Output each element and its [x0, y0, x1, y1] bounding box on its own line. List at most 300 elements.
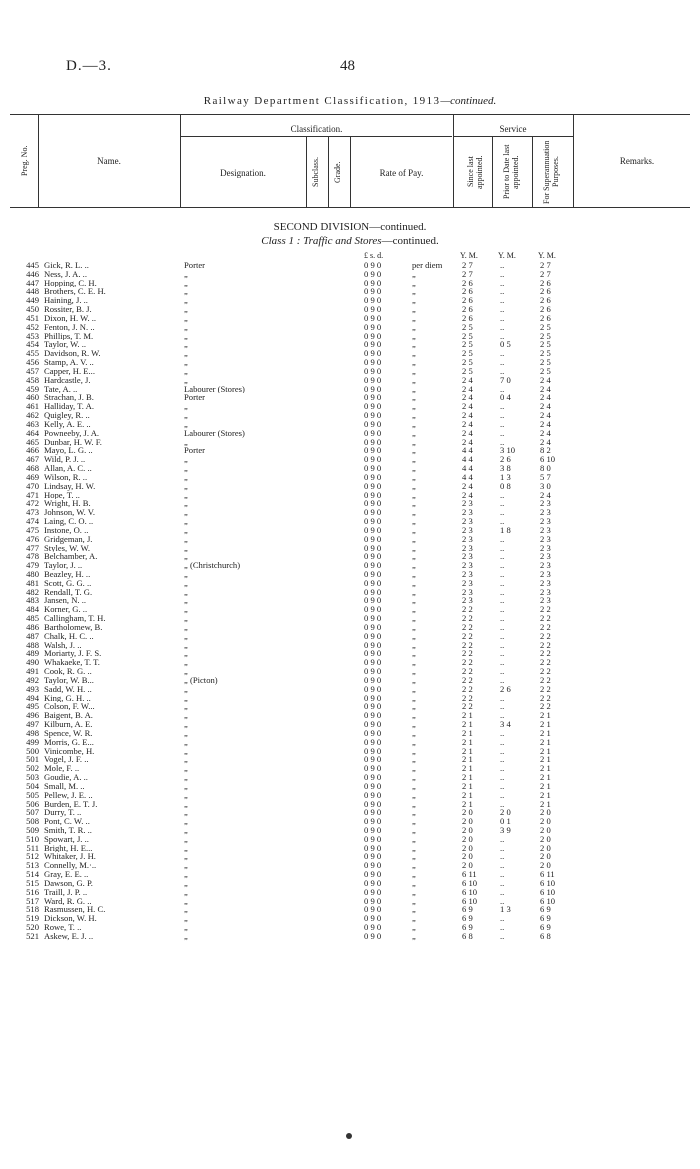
- pay-unit: „: [412, 507, 416, 518]
- reg-number: 449: [26, 295, 39, 306]
- table-row: [0, 738, 700, 747]
- designation: „: [184, 720, 188, 729]
- pay-unit: „: [412, 454, 416, 465]
- service-superannuation: 2 1: [540, 763, 551, 774]
- service-superannuation: 2 3: [540, 498, 551, 509]
- reg-number: 479: [26, 560, 39, 571]
- employee-name: Traill, J. P. ..: [44, 887, 88, 897]
- header-superannuation: For Superannuation Purposes.: [542, 140, 560, 204]
- designation: „: [184, 499, 188, 509]
- service-superannuation: 2 0: [540, 807, 551, 818]
- table-row: [0, 605, 700, 614]
- service-since-last: 2 1: [462, 736, 473, 747]
- pay-unit: „: [412, 648, 416, 659]
- reg-number: 456: [26, 357, 39, 368]
- rate-of-pay: 0 9 0: [364, 930, 382, 941]
- table-row: [0, 623, 700, 632]
- designation: „: [184, 419, 188, 429]
- reg-number: 458: [26, 374, 39, 385]
- pay-unit: „: [412, 683, 416, 694]
- employee-name: Laing, C. O. ..: [44, 517, 94, 526]
- service-prior: ..: [500, 860, 505, 871]
- rate-of-pay: 0 9 0: [364, 727, 382, 738]
- employee-name: Moriarty, J. F. S.: [44, 649, 102, 659]
- service-prior: ..: [500, 913, 505, 924]
- pay-unit: „: [412, 471, 416, 482]
- service-superannuation: 2 2: [540, 630, 551, 641]
- table-row: [0, 685, 700, 694]
- employee-name: Rossiter, B. J.: [44, 305, 92, 314]
- service-since-last: 2 2: [462, 621, 473, 632]
- service-superannuation: 2 3: [540, 568, 551, 579]
- reg-number: 501: [26, 754, 39, 765]
- reg-number: 503: [26, 772, 39, 783]
- service-superannuation: 2 0: [540, 816, 551, 827]
- table-row: [0, 791, 700, 800]
- service-since-last: 2 5: [462, 357, 473, 368]
- header-bottom-rule: [10, 207, 690, 208]
- rate-of-pay: 0 9 0: [364, 745, 382, 756]
- service-superannuation: 2 3: [540, 533, 551, 544]
- rate-of-pay: 0 9 0: [364, 895, 382, 906]
- service-superannuation: 2 4: [540, 410, 551, 421]
- table-row: [0, 870, 700, 879]
- employee-name: Beazley, H. ..: [44, 569, 91, 579]
- service-superannuation: 2 0: [540, 860, 551, 871]
- service-since-last: 2 3: [462, 568, 473, 579]
- designation: „: [184, 834, 188, 844]
- employee-name: Fenton, J. N. ..: [44, 322, 95, 332]
- service-prior: ..: [500, 886, 505, 897]
- designation: „: [184, 808, 188, 818]
- table-row: [0, 782, 700, 791]
- pay-unit: „: [412, 701, 416, 712]
- service-superannuation: 2 6: [540, 277, 551, 288]
- service-prior: ..: [500, 365, 505, 376]
- designation: „: [184, 887, 188, 897]
- col-divider: [306, 137, 307, 207]
- service-superannuation: 2 3: [540, 524, 551, 535]
- pay-unit: „: [412, 418, 416, 429]
- reg-number: 492: [26, 674, 39, 685]
- service-prior: ..: [500, 330, 505, 341]
- reg-number: 467: [26, 454, 39, 465]
- employee-name: Whakaeke, T. T.: [44, 658, 100, 668]
- pay-unit: „: [412, 657, 416, 668]
- employee-name: Wild, P. J. ..: [44, 455, 86, 465]
- service-since-last: 2 5: [462, 365, 473, 376]
- pay-unit: „: [412, 516, 416, 527]
- service-since-last: 6 9: [462, 922, 473, 933]
- table-row: [0, 808, 700, 817]
- employee-name: Scott, G. G. ..: [44, 578, 92, 588]
- employee-name: Kelly, A. E. ..: [44, 419, 91, 429]
- employee-name: Chalk, H. C. ..: [44, 631, 94, 641]
- rate-of-pay: 0 9 0: [364, 666, 382, 677]
- service-prior: ..: [500, 666, 505, 677]
- table-row: [0, 270, 700, 279]
- service-superannuation: 2 0: [540, 825, 551, 835]
- service-since-last: 2 6: [462, 277, 473, 288]
- pay-unit: „: [412, 392, 416, 403]
- employee-name: Wright, H. B.: [44, 499, 91, 509]
- reg-number: 498: [26, 727, 39, 738]
- pay-unit: „: [412, 860, 416, 871]
- employee-name: Durry, T. ..: [44, 808, 82, 818]
- pay-unit: „: [412, 825, 416, 835]
- designation: „: [184, 490, 188, 500]
- pay-unit: „: [412, 789, 416, 800]
- header-designation: Designation.: [220, 168, 266, 178]
- service-since-last: 2 4: [462, 374, 473, 385]
- rate-of-pay: 0 9 0: [364, 401, 382, 412]
- employee-name: Pellew, J. E. ..: [44, 790, 93, 800]
- service-prior: ..: [500, 260, 505, 270]
- rate-of-pay: 0 9 0: [364, 842, 382, 853]
- pay-unit: „: [412, 886, 416, 897]
- pay-unit: „: [412, 321, 416, 332]
- pay-unit: „: [412, 877, 416, 888]
- service-since-last: 2 7: [462, 268, 473, 279]
- reg-number: 445: [26, 260, 39, 270]
- employee-name: Bartholomew, B.: [44, 622, 103, 632]
- service-superannuation: 8 0: [540, 463, 551, 474]
- designation: „ (Christchurch): [184, 561, 241, 570]
- reg-number: 473: [26, 507, 39, 518]
- designation: „: [184, 905, 188, 915]
- table-row: [0, 393, 700, 402]
- pay-unit: „: [412, 904, 416, 915]
- employee-name: Ness, J. A. ..: [44, 269, 87, 279]
- employee-name: Capper, H. E...: [44, 366, 95, 376]
- reg-number: 464: [26, 427, 39, 438]
- table-row: [0, 676, 700, 685]
- table-row: [0, 508, 700, 517]
- rate-of-pay: 0 9 0: [364, 542, 382, 553]
- rate-of-pay: 0 9 0: [364, 922, 382, 933]
- reg-number: 518: [26, 904, 39, 915]
- designation: Porter: [184, 393, 206, 403]
- employee-name: Johnson, W. V.: [44, 508, 96, 518]
- reg-number: 472: [26, 498, 39, 509]
- pay-unit: „: [412, 595, 416, 606]
- service-since-last: 2 2: [462, 674, 473, 685]
- designation: „: [184, 305, 188, 314]
- service-rule: [453, 136, 573, 137]
- service-superannuation: 2 1: [540, 745, 551, 756]
- service-superannuation: 2 0: [540, 833, 551, 844]
- rate-of-pay: 0 9 0: [364, 754, 382, 765]
- service-since-last: 4 4: [462, 454, 473, 465]
- service-prior: ..: [500, 798, 505, 809]
- service-prior: ..: [500, 542, 505, 553]
- rate-of-pay: 0 9 0: [364, 595, 382, 606]
- table-row: [0, 879, 700, 888]
- reg-number: 499: [26, 736, 39, 747]
- service-since-last: 2 6: [462, 312, 473, 323]
- rate-of-pay: 0 9 0: [364, 719, 382, 730]
- service-prior: 2 0: [500, 807, 511, 818]
- designation: „: [184, 799, 188, 809]
- rate-of-pay: 0 9 0: [364, 807, 382, 818]
- table-row: [0, 535, 700, 544]
- service-since-last: 2 1: [462, 798, 473, 809]
- reg-number: 475: [26, 524, 39, 535]
- rate-of-pay: 0 9 0: [364, 507, 382, 518]
- pay-unit: „: [412, 480, 416, 491]
- service-since-last: 6 8: [462, 930, 473, 941]
- service-prior: ..: [500, 630, 505, 641]
- service-since-last: 2 1: [462, 763, 473, 774]
- class-title: [0, 235, 700, 247]
- pay-unit: „: [412, 922, 416, 933]
- rate-of-pay: 0 9 0: [364, 763, 382, 774]
- service-superannuation: 2 6: [540, 295, 551, 306]
- designation: „: [184, 481, 188, 491]
- pay-unit: „: [412, 463, 416, 474]
- table-row: [0, 773, 700, 782]
- rate-of-pay: 0 9 0: [364, 780, 382, 791]
- service-since-last: 2 0: [462, 860, 473, 871]
- pay-unit: „: [412, 621, 416, 632]
- service-since-last: 2 1: [462, 710, 473, 721]
- table-row: [0, 332, 700, 341]
- col-divider: [328, 137, 329, 207]
- service-prior: ..: [500, 436, 505, 447]
- service-since-last: 6 9: [462, 913, 473, 924]
- rate-of-pay: 0 9 0: [364, 330, 382, 341]
- reg-number: 521: [26, 930, 39, 941]
- service-since-last: 2 4: [462, 489, 473, 500]
- service-since-last: 2 0: [462, 851, 473, 862]
- service-superannuation: 2 4: [540, 401, 551, 412]
- service-prior: ..: [500, 277, 505, 288]
- table-row: [0, 473, 700, 482]
- table-row: [0, 411, 700, 420]
- designation: „: [184, 322, 188, 332]
- service-superannuation: 6 10: [540, 454, 556, 465]
- pay-unit: „: [412, 427, 416, 438]
- service-since-last: 4 4: [462, 471, 473, 482]
- table-row: [0, 296, 700, 305]
- designation: „: [184, 296, 188, 306]
- table-row: [0, 420, 700, 429]
- table-row: [0, 429, 700, 438]
- service-prior: ..: [500, 674, 505, 685]
- pay-unit: „: [412, 798, 416, 809]
- service-prior: ..: [500, 533, 505, 544]
- service-prior: ..: [500, 727, 505, 738]
- designation: „: [184, 569, 188, 579]
- service-prior: ..: [500, 613, 505, 624]
- service-since-last: 2 3: [462, 542, 473, 553]
- service-superannuation: 2 7: [540, 268, 551, 279]
- rate-of-pay: 0 9 0: [364, 833, 382, 844]
- reg-number: 517: [26, 895, 39, 906]
- designation: „: [184, 631, 188, 641]
- table-row: [0, 305, 700, 314]
- service-since-last: 2 1: [462, 745, 473, 756]
- employee-name: Whitaker, J. H.: [44, 852, 96, 862]
- service-since-last: 2 1: [462, 780, 473, 791]
- designation: „: [184, 658, 188, 668]
- reg-number: 509: [26, 825, 39, 835]
- employee-name: Colson, F. W...: [44, 702, 95, 712]
- service-prior: ..: [500, 657, 505, 668]
- service-prior: ..: [500, 348, 505, 359]
- designation: Labourer (Stores): [184, 384, 245, 394]
- reg-number: 465: [26, 436, 39, 447]
- designation: „: [184, 931, 188, 941]
- pay-unit: „: [412, 780, 416, 791]
- table-row: [0, 932, 700, 941]
- service-superannuation: 2 3: [540, 586, 551, 597]
- designation: Porter: [184, 446, 206, 456]
- table-row: [0, 482, 700, 491]
- pay-unit: „: [412, 498, 416, 509]
- service-since-last: 2 2: [462, 692, 473, 703]
- employee-name: Phillips, T. M.: [44, 331, 94, 341]
- table-row: [0, 905, 700, 914]
- classification-rule: [180, 136, 452, 137]
- service-prior: ..: [500, 516, 505, 527]
- pay-unit: „: [412, 851, 416, 862]
- rate-of-pay: 0 9 0: [364, 877, 382, 888]
- designation: „: [184, 923, 188, 932]
- pay-unit: „: [412, 586, 416, 597]
- service-prior: ..: [500, 745, 505, 756]
- pay-unit: „: [412, 295, 416, 306]
- rate-of-pay: 0 9 0: [364, 374, 382, 385]
- pay-unit: „: [412, 754, 416, 765]
- service-prior: ..: [500, 383, 505, 394]
- rate-of-pay: 0 9 0: [364, 789, 382, 800]
- employee-name: Tate, A. ..: [44, 384, 78, 394]
- service-superannuation: 2 3: [540, 507, 551, 518]
- reg-number: 484: [26, 604, 39, 615]
- table-row: [0, 287, 700, 296]
- designation: „: [184, 896, 188, 906]
- rate-of-pay: 0 9 0: [364, 851, 382, 862]
- designation: „: [184, 817, 188, 826]
- reg-number: 454: [26, 339, 39, 350]
- service-superannuation: 2 5: [540, 339, 551, 350]
- service-superannuation: 2 6: [540, 304, 551, 315]
- table-row: [0, 852, 700, 861]
- service-prior: ..: [500, 577, 505, 588]
- service-superannuation: 2 4: [540, 418, 551, 429]
- rate-of-pay: 0 9 0: [364, 621, 382, 632]
- designation: „: [184, 349, 188, 359]
- service-since-last: 2 2: [462, 683, 473, 694]
- service-prior: 1 8: [500, 524, 511, 535]
- rate-of-pay: 0 9 0: [364, 886, 382, 897]
- service-since-last: 2 2: [462, 630, 473, 641]
- employee-name: Gray, E. E. ..: [44, 870, 89, 879]
- reg-number: 488: [26, 639, 39, 650]
- employee-name: Baigent, B. A.: [44, 711, 93, 721]
- designation: „: [184, 826, 188, 835]
- service-prior: ..: [500, 736, 505, 747]
- service-superannuation: 6 10: [540, 895, 556, 906]
- pay-unit: „: [412, 674, 416, 685]
- table-row: [0, 340, 700, 349]
- designation: „ (Picton): [184, 675, 218, 685]
- employee-name: Hardcastle, J.: [44, 375, 91, 385]
- service-superannuation: 2 2: [540, 701, 551, 712]
- employee-name: Kilburn, A. E.: [44, 720, 93, 729]
- service-prior: ..: [500, 930, 505, 941]
- header-prior-to-date: Prior to Date last appointed.: [502, 144, 520, 200]
- reg-number: 455: [26, 348, 39, 359]
- title-continued: —continued.: [440, 95, 497, 107]
- service-prior: ..: [500, 789, 505, 800]
- designation: Labourer (Stores): [184, 428, 245, 438]
- service-prior: ..: [500, 295, 505, 306]
- service-superannuation: 2 1: [540, 719, 551, 730]
- title-text: Railway Department Classification, 1913: [203, 95, 441, 107]
- reg-number: 491: [26, 666, 39, 677]
- service-prior: ..: [500, 418, 505, 429]
- pay-unit: „: [412, 577, 416, 588]
- service-since-last: 2 2: [462, 604, 473, 615]
- service-since-last: 2 3: [462, 507, 473, 518]
- service-since-last: 2 4: [462, 480, 473, 491]
- rate-of-pay: 0 9 0: [364, 560, 382, 571]
- employee-name: Callingham, T. H.: [44, 614, 106, 623]
- table-row: [0, 747, 700, 756]
- rate-of-pay: 0 9 0: [364, 860, 382, 871]
- header-grade: Grade.: [333, 161, 342, 183]
- pay-unit: „: [412, 913, 416, 924]
- table-row: [0, 385, 700, 394]
- service-superannuation: 2 0: [540, 842, 551, 853]
- service-since-last: 2 0: [462, 816, 473, 827]
- designation: „: [184, 411, 188, 420]
- reg-number: 460: [26, 392, 39, 403]
- designation: „: [184, 702, 188, 712]
- rate-of-pay: 0 9 0: [364, 436, 382, 447]
- table-row: [0, 526, 700, 535]
- service-superannuation: 2 3: [540, 560, 551, 571]
- service-since-last: 2 4: [462, 410, 473, 421]
- service-superannuation: 6 10: [540, 877, 556, 888]
- rate-of-pay: 0 9 0: [364, 463, 382, 474]
- service-since-last: 6 9: [462, 904, 473, 915]
- service-prior: ..: [500, 498, 505, 509]
- reg-number: 468: [26, 463, 39, 474]
- employee-name: Ward, R. G. ..: [44, 896, 92, 906]
- rate-of-pay: 0 9 0: [364, 825, 382, 835]
- page-header: [0, 0, 700, 220]
- rate-of-pay: 0 9 0: [364, 772, 382, 783]
- service-since-last: 2 2: [462, 666, 473, 677]
- designation: „: [184, 437, 188, 447]
- reg-number: 447: [26, 277, 39, 288]
- pay-unit: „: [412, 763, 416, 774]
- header-classification: Classification.: [290, 124, 343, 134]
- service-since-last: 2 2: [462, 701, 473, 712]
- col-divider: [38, 115, 39, 207]
- employee-name: Dixon, H. W. ..: [44, 313, 97, 323]
- employee-name: Allan, A. C. ..: [44, 464, 92, 473]
- reg-number: 489: [26, 648, 39, 659]
- service-prior: 1 3: [500, 904, 511, 915]
- pay-unit: „: [412, 330, 416, 341]
- rate-of-pay: 0 9 0: [364, 295, 382, 306]
- designation: „: [184, 340, 188, 350]
- service-since-last: 2 0: [462, 825, 473, 835]
